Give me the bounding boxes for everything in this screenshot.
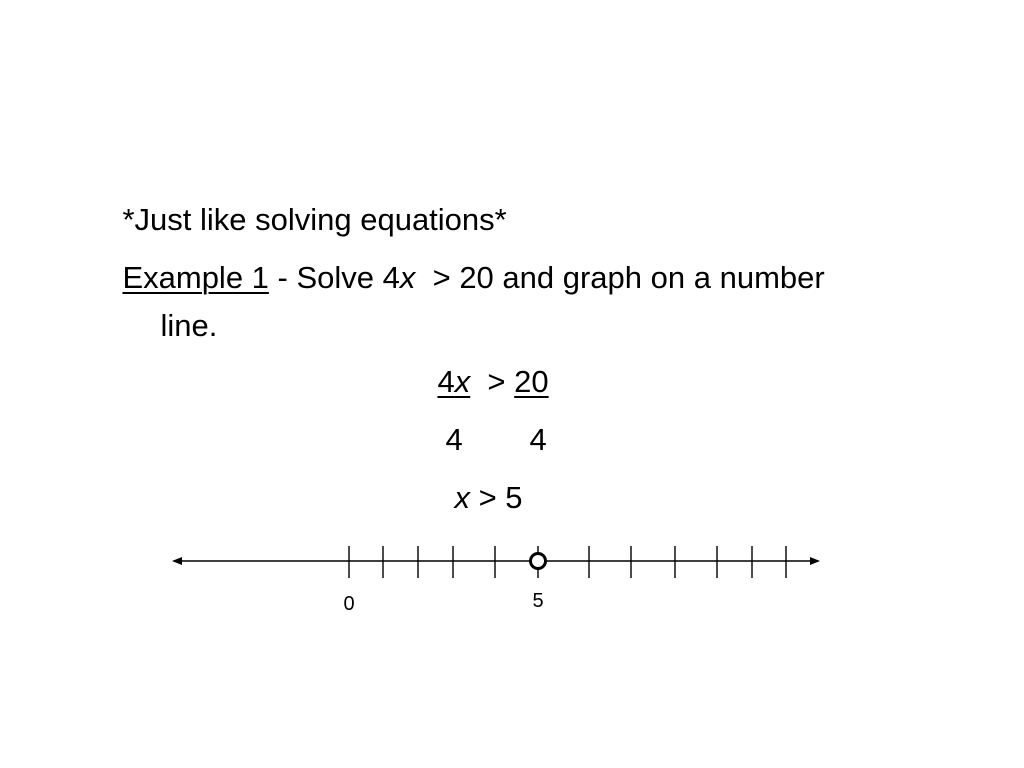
number-line-label: 5 xyxy=(532,590,544,612)
work-operator: > xyxy=(470,364,515,399)
open-circle-marker xyxy=(531,554,546,569)
work-lhs-coef: 4 xyxy=(437,364,455,399)
work-denominator-right: 4 xyxy=(529,422,547,457)
intro-label: *Just like solving equations* xyxy=(122,202,507,237)
work-denominator-left: 4 xyxy=(445,422,463,457)
example-label: Example 1 xyxy=(122,260,269,295)
number-line-label: 0 xyxy=(343,593,355,615)
left-arrowhead xyxy=(172,557,182,565)
example-text-after: > 20 and graph on a number xyxy=(415,260,825,295)
solution-var: x xyxy=(454,480,470,515)
work-rhs: 20 xyxy=(514,364,549,399)
example-variable: x xyxy=(399,260,416,295)
right-arrowhead xyxy=(810,557,820,565)
work-lhs-var: x xyxy=(454,364,471,399)
example-text-before: - Solve 4 xyxy=(268,260,400,295)
example-continuation-text: line. xyxy=(160,308,218,343)
solution-rest: > 5 xyxy=(469,480,523,515)
number-line-group xyxy=(172,546,820,578)
